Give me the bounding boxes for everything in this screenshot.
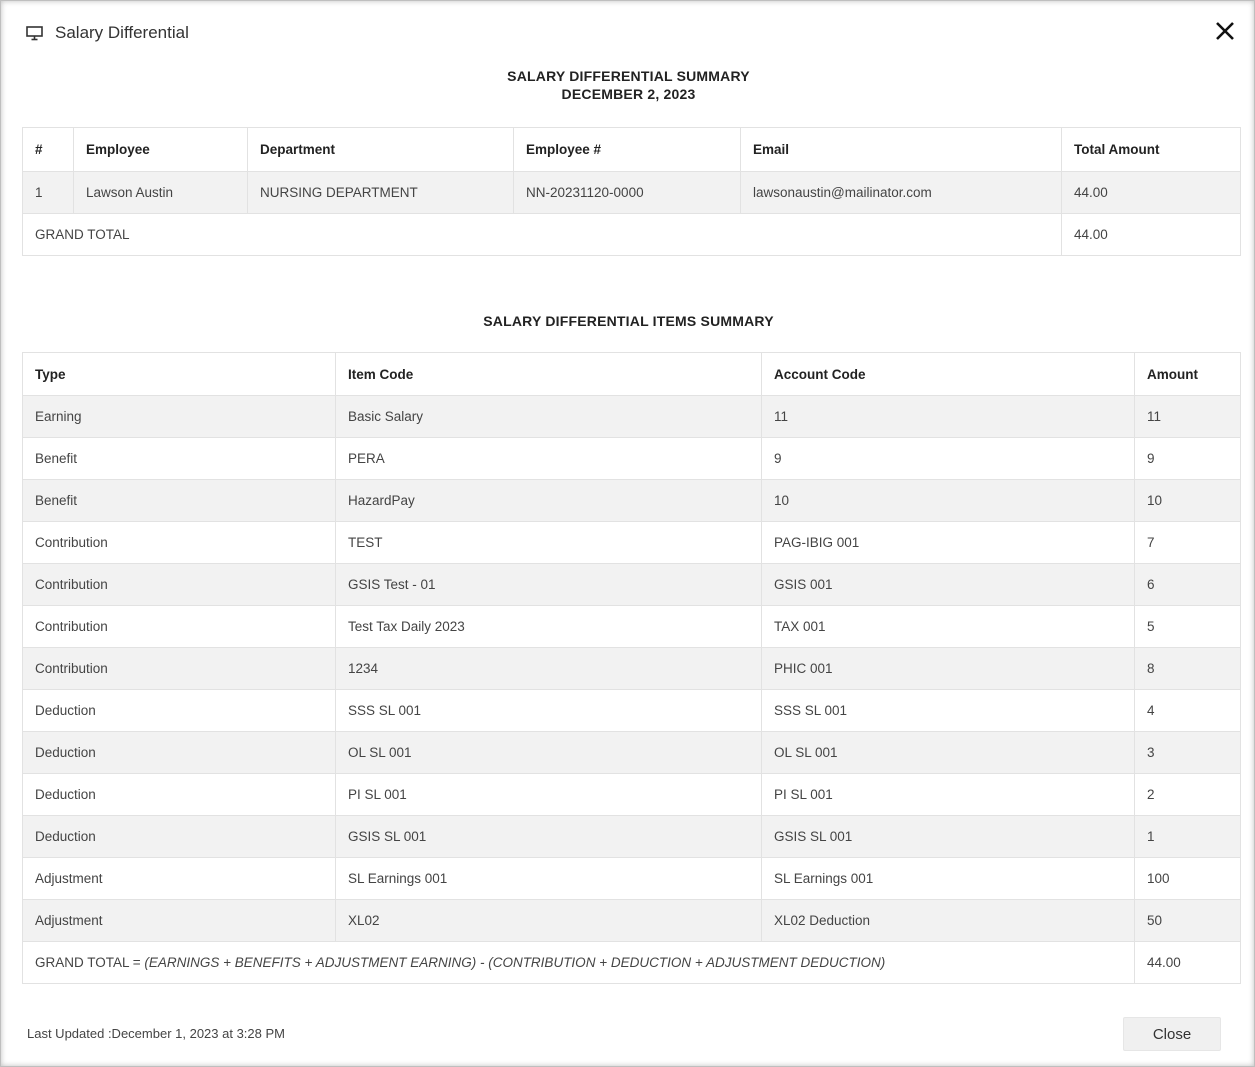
grand-total-row: [23, 942, 1241, 984]
cell-type: Benefit: [23, 480, 336, 522]
cell-amount: 11: [1135, 396, 1241, 438]
cell-type: Adjustment: [23, 900, 336, 942]
table-row: [23, 732, 1241, 774]
grand-total-value: 44.00: [1135, 942, 1241, 984]
table-row: [23, 606, 1241, 648]
cell-type: Deduction: [23, 774, 336, 816]
cell-type: Contribution: [23, 522, 336, 564]
cell-total-amount: 44.00: [1062, 172, 1241, 214]
cell-account-code: GSIS 001: [762, 564, 1135, 606]
items-summary-table: [22, 352, 1241, 984]
cell-amount: 9: [1135, 438, 1241, 480]
cell-account-code: OL SL 001: [762, 732, 1135, 774]
table-row: [23, 816, 1241, 858]
cell-item-code: OL SL 001: [336, 732, 762, 774]
cell-type: Deduction: [23, 690, 336, 732]
column-header: Type: [23, 353, 336, 396]
monitor-icon: [25, 23, 45, 43]
cell-amount: 3: [1135, 732, 1241, 774]
dialog-title: Salary Differential: [55, 23, 189, 42]
cell-amount: 1: [1135, 816, 1241, 858]
cell-item-code: 1234: [336, 648, 762, 690]
cell-amount: 7: [1135, 522, 1241, 564]
table-row: [23, 564, 1241, 606]
grand-total-value: 44.00: [1062, 214, 1241, 256]
column-header: Total Amount: [1062, 128, 1241, 172]
cell-amount: 2: [1135, 774, 1241, 816]
cell-type: Contribution: [23, 648, 336, 690]
column-header: Amount: [1135, 353, 1241, 396]
cell-amount: 8: [1135, 648, 1241, 690]
table-row: [23, 480, 1241, 522]
cell-amount: 50: [1135, 900, 1241, 942]
grand-total-formula-cell: [23, 942, 1135, 984]
column-header: Employee #: [514, 128, 741, 172]
cell-item-code: HazardPay: [336, 480, 762, 522]
last-updated-text: Last Updated :December 1, 2023 at 3:28 PM: [27, 1026, 285, 1041]
cell-item-code: SL Earnings 001: [336, 858, 762, 900]
table-row: [23, 648, 1241, 690]
column-header: Item Code: [336, 353, 762, 396]
column-header: Account Code: [762, 353, 1135, 396]
cell-item-code: TEST: [336, 522, 762, 564]
cell-item-code: PI SL 001: [336, 774, 762, 816]
cell-type: Deduction: [23, 816, 336, 858]
cell-amount: 6: [1135, 564, 1241, 606]
summary-title: SALARY DIFFERENTIAL SUMMARY: [507, 68, 750, 84]
cell-account-code: 10: [762, 480, 1135, 522]
cell-account-code: TAX 001: [762, 606, 1135, 648]
grand-total-label: GRAND TOTAL: [23, 214, 1062, 256]
column-header: Employee: [74, 128, 248, 172]
cell-account-code: PI SL 001: [762, 774, 1135, 816]
table-row: [23, 438, 1241, 480]
table-row: [23, 858, 1241, 900]
cell-item-code: XL02: [336, 900, 762, 942]
cell-type: Contribution: [23, 606, 336, 648]
cell-account-code: PHIC 001: [762, 648, 1135, 690]
cell-account-code: XL02 Deduction: [762, 900, 1135, 942]
cell-item-code: GSIS SL 001: [336, 816, 762, 858]
column-header: #: [23, 128, 74, 172]
cell-type: Earning: [23, 396, 336, 438]
cell-amount: 4: [1135, 690, 1241, 732]
cell-amount: 10: [1135, 480, 1241, 522]
cell-account-code: 9: [762, 438, 1135, 480]
cell-amount: 100: [1135, 858, 1241, 900]
cell-type: Adjustment: [23, 858, 336, 900]
cell-account-code: 11: [762, 396, 1135, 438]
table-row: [23, 690, 1241, 732]
cell-item-code: Test Tax Daily 2023: [336, 606, 762, 648]
table-row: [23, 900, 1241, 942]
table-row: [23, 774, 1241, 816]
cell-type: Contribution: [23, 564, 336, 606]
close-icon[interactable]: [1212, 18, 1238, 44]
grand-total-label: GRAND TOTAL =: [35, 955, 145, 970]
cell-account-code: GSIS SL 001: [762, 816, 1135, 858]
cell-employee: Lawson Austin: [74, 172, 248, 214]
summary-date: DECEMBER 2, 2023: [561, 86, 696, 102]
cell-type: Deduction: [23, 732, 336, 774]
table-header-row: [23, 353, 1241, 396]
table-header-row: [23, 128, 1241, 172]
cell-item-code: GSIS Test - 01: [336, 564, 762, 606]
cell-account-code: PAG-IBIG 001: [762, 522, 1135, 564]
employee-summary-table: [22, 127, 1241, 256]
cell-account-code: SSS SL 001: [762, 690, 1135, 732]
table-row: [23, 172, 1241, 214]
cell-item-code: Basic Salary: [336, 396, 762, 438]
cell-type: Benefit: [23, 438, 336, 480]
table-row: [23, 522, 1241, 564]
cell-item-code: PERA: [336, 438, 762, 480]
cell-number: 1: [23, 172, 74, 214]
cell-employee-number: NN-20231120-0000: [514, 172, 741, 214]
cell-amount: 5: [1135, 606, 1241, 648]
column-header: Department: [248, 128, 514, 172]
items-summary-title: SALARY DIFFERENTIAL ITEMS SUMMARY: [483, 313, 774, 329]
table-row: [23, 396, 1241, 438]
cell-email: lawsonaustin@mailinator.com: [741, 172, 1062, 214]
close-button[interactable]: Close: [1123, 1017, 1221, 1051]
cell-account-code: SL Earnings 001: [762, 858, 1135, 900]
grand-total-formula: (EARNINGS + BENEFITS + ADJUSTMENT EARNING) - (CONTRIBUTION + DEDUCTION + ADJUSTMENT DEDUCTION): [144, 955, 886, 970]
column-header: Email: [741, 128, 1062, 172]
dialog-header: [25, 19, 189, 47]
cell-item-code: SSS SL 001: [336, 690, 762, 732]
cell-department: NURSING DEPARTMENT: [248, 172, 514, 214]
grand-total-row: [23, 214, 1241, 256]
